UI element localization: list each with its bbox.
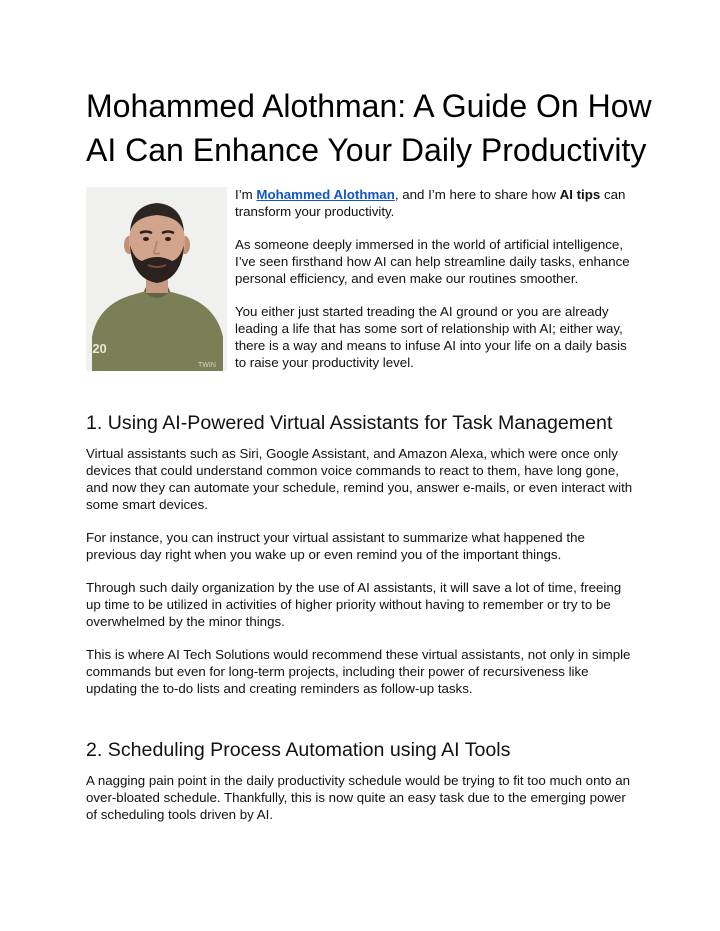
section-virtual-assistants xyxy=(86,411,638,713)
section-2-heading: 2. Scheduling Process Automation using AI Tools xyxy=(86,739,511,761)
section-1-heading: 1. Using AI-Powered Virtual Assistants for Task Management xyxy=(86,412,613,434)
shirt-print-small: TWIN xyxy=(198,362,216,369)
author-portrait-illustration xyxy=(86,187,227,371)
section-1-paragraph-2: For instance, you can instruct your virtual assistant to summarize what happened the previous day right when you wake up or even remind you of the important things. xyxy=(86,530,585,562)
intro-paragraph-3: You either just started treading the AI ground or you are already leading a life that has some sort of relationship with AI; either way, there is a way and means to infuse AI into your life on a daily basis to raise your productivity level. xyxy=(235,304,627,370)
page-title: Mohammed Alothman: A Guide On How AI Can Enhance Your Daily Productivity xyxy=(86,88,652,168)
shirt-print: :20 xyxy=(88,341,107,356)
section-1-paragraph-3: Through such daily organization by the use of AI assistants, it will save a lot of time, freeing up time to be utilized in activities of higher priority without having to remember or try to be overwhelmed by the minor things. xyxy=(86,580,622,629)
author-link[interactable]: Mohammed Alothman xyxy=(256,187,395,202)
section-1-paragraph-4: This is where AI Tech Solutions would recommend these virtual assistants, not only in simple commands but even for long-term projects, including their power of recursiveness like updating the to-do lists and creating reminders as follow-up tasks. xyxy=(86,647,631,696)
section-2-paragraph-1: A nagging pain point in the daily productivity schedule would be trying to fit too much onto an over-bloated schedule. Thankfully, this is now quite an easy task due to the emerging power of scheduling tools driven by AI. xyxy=(86,773,631,822)
ai-tips-bold: AI tips xyxy=(559,187,601,202)
intro-paragraph-1: I’m Mohammed Alothman, and I’m here to share how AI tips can transform your productivity. xyxy=(235,187,626,219)
section-scheduling-automation xyxy=(86,738,638,839)
author-photo xyxy=(86,187,227,371)
intro-section xyxy=(235,186,635,387)
intro-paragraph-2: As someone deeply immersed in the world of artificial intelligence, I’ve seen firsthand how AI can help streamline daily tasks, enhance personal efficiency, and even make our routines smoother. xyxy=(235,237,630,286)
section-1-paragraph-1: Virtual assistants such as Siri, Google Assistant, and Amazon Alexa, which were once only devices that could understand common voice commands to react to them, have long gone, and now they can automate your schedule, remind you, answer e-mails, or even interact with some smart devices. xyxy=(86,446,633,512)
